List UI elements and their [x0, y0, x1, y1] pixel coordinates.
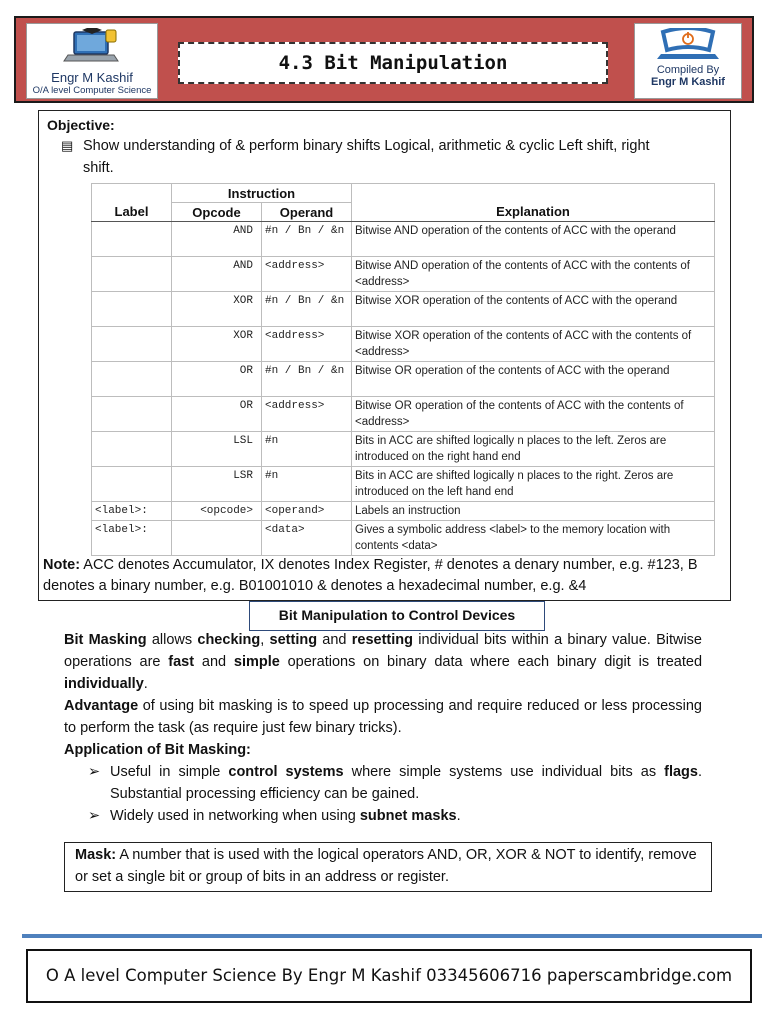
footer: O A level Computer Science By Engr M Kashif 03345606716 paperscambridge.com [26, 949, 752, 1003]
application-list [64, 761, 702, 827]
arrow-bullet-icon: ➢ [88, 764, 101, 780]
cell-operand: #n [262, 432, 352, 467]
cell-opcode: LSR [172, 467, 262, 502]
cell-explanation: Gives a symbolic address <label> to the memory location with contents <data> [352, 521, 715, 556]
cell-explanation: Bits in ACC are shifted logically n places to the left. Zeros are introduced on the right hand end [352, 432, 715, 467]
laptop-logo-icon [62, 28, 122, 66]
cell-operand: <address> [262, 257, 352, 292]
table-row [92, 362, 715, 397]
table-row [92, 521, 715, 556]
cell-label [92, 257, 172, 292]
text-span: operations on binary data where each binary digit is treated [279, 654, 703, 670]
footer-divider [22, 934, 762, 938]
cell-explanation: Labels an instruction [352, 502, 715, 521]
cell-operand: <operand> [262, 502, 352, 521]
cell-opcode: XOR [172, 292, 262, 327]
text-span: where simple systems use individual bits as [343, 764, 665, 780]
advantage-paragraph [64, 695, 702, 739]
cell-explanation: Bitwise XOR operation of the contents of ACC with the operand [352, 292, 715, 327]
page-title: 4.3 Bit Manipulation [178, 42, 608, 84]
right-logo-compiled-by: Compiled By [656, 64, 720, 76]
note-label: Note: [43, 557, 81, 573]
table-header-instruction: Instruction [172, 184, 352, 203]
cell-operand: #n / Bn / &n [262, 362, 352, 397]
cell-label [92, 467, 172, 502]
objective-heading: Objective: [47, 117, 115, 133]
mask-definition-box [64, 842, 712, 892]
term-setting: setting [269, 632, 318, 648]
term-bit-masking: Bit Masking [64, 632, 147, 648]
table-header-operand: Operand [262, 203, 352, 222]
cell-operand: <address> [262, 397, 352, 432]
cell-opcode: AND [172, 222, 262, 257]
application-heading [64, 739, 702, 761]
left-logo [26, 23, 158, 99]
cell-explanation: Bitwise OR operation of the contents of ACC with the operand [352, 362, 715, 397]
cell-opcode: XOR [172, 327, 262, 362]
table-row [92, 432, 715, 467]
cell-explanation: Bits in ACC are shifted logically n places to the right. Zeros are introduced on the left hand end [352, 467, 715, 502]
text-span: . [143, 676, 148, 692]
objective-text [61, 135, 711, 179]
objective-box [38, 110, 731, 601]
cell-label [92, 292, 172, 327]
term-fast: fast [168, 654, 195, 670]
application-heading-text: Application of Bit Masking: [64, 742, 251, 758]
table-header-label: Label [92, 203, 172, 222]
cell-opcode: <opcode> [172, 502, 262, 521]
section-body [64, 629, 702, 827]
text-span: Useful in simple [110, 764, 229, 780]
term-advantage: Advantage [64, 698, 139, 714]
table-row [92, 467, 715, 502]
table-row [92, 327, 715, 362]
cell-opcode: OR [172, 397, 262, 432]
cell-label [92, 432, 172, 467]
table-row [92, 397, 715, 432]
list-item [88, 761, 702, 805]
cell-opcode: AND [172, 257, 262, 292]
arrow-bullet-icon: ➢ [88, 808, 101, 824]
text-span: Widely used in networking when using [110, 808, 360, 824]
cell-opcode: LSL [172, 432, 262, 467]
term-checking: checking [197, 632, 261, 648]
list-item [88, 805, 702, 827]
table-header-blank [92, 184, 172, 203]
text-span: , [260, 632, 270, 648]
table-row [92, 222, 715, 257]
term-simple: simple [233, 654, 280, 670]
text-span: . [456, 808, 461, 824]
table-header-opcode: Opcode [172, 203, 262, 222]
text-span: of using bit masking is to speed up processing and require reduced or less processing to perform the task (as require just few binary tricks). [64, 698, 702, 736]
cell-label [92, 397, 172, 432]
note-text: ACC denotes Accumulator, IX denotes Index Register, # denotes a denary number, e.g. #123, B denotes a binary number, e.g. B01001010 & denotes a hexadecimal number, e.g. &4 [43, 557, 698, 594]
text-span: and [317, 632, 352, 648]
cell-label [92, 362, 172, 397]
cell-operand: #n [262, 467, 352, 502]
mask-text: A number that is used with the logical operators AND, OR, XOR & NOT to identify, remove or set a single bit or group of bits in an address or register. [75, 847, 697, 885]
term-control-systems: control systems [228, 764, 344, 780]
right-logo [634, 23, 742, 99]
cell-operand: #n / Bn / &n [262, 222, 352, 257]
left-logo-subtitle: O/A level Computer Science [32, 85, 152, 96]
cell-explanation: Bitwise OR operation of the contents of ACC with the contents of <address> [352, 397, 715, 432]
table-header-blank [352, 184, 715, 203]
term-resetting: resetting [351, 632, 413, 648]
right-logo-author: Engr M Kashif [651, 76, 725, 88]
cell-label [92, 327, 172, 362]
cell-operand: #n / Bn / &n [262, 292, 352, 327]
cell-explanation: Bitwise XOR operation of the contents of ACC with the contents of <address> [352, 327, 715, 362]
table-row [92, 502, 715, 521]
term-individually: individually [64, 676, 144, 692]
bit-masking-paragraph [64, 629, 702, 695]
mask-label: Mask: [75, 847, 117, 863]
text-span: and [194, 654, 234, 670]
term-flags: flags [664, 764, 698, 780]
section-heading: Bit Manipulation to Control Devices [249, 601, 545, 631]
computer-power-logo-icon [653, 28, 723, 60]
list-bullet-icon: ▤ [61, 138, 74, 153]
text-span: allows [146, 632, 198, 648]
objective-line: Show understanding of & perform binary shifts Logical, arithmetic & cyclic Left shift, right [83, 138, 650, 154]
cell-operand: <address> [262, 327, 352, 362]
table-row [92, 292, 715, 327]
table-header-explanation: Explanation [352, 203, 715, 222]
note-paragraph [43, 555, 729, 597]
cell-opcode: OR [172, 362, 262, 397]
header-band [14, 16, 754, 103]
cell-opcode [172, 521, 262, 556]
term-subnet-masks: subnet masks [359, 808, 457, 824]
left-logo-name: Engr M Kashif [51, 70, 133, 85]
cell-explanation: Bitwise AND operation of the contents of ACC with the operand [352, 222, 715, 257]
cell-label [92, 222, 172, 257]
cell-operand: <data> [262, 521, 352, 556]
text-span: individual bits within a binary value. Bitwise operations are [64, 632, 702, 670]
cell-explanation: Bitwise AND operation of the contents of ACC with the contents of <address> [352, 257, 715, 292]
instruction-table [91, 183, 715, 556]
table-row [92, 257, 715, 292]
objective-line-cont: shift. [83, 160, 114, 176]
cell-label: <label>: [92, 502, 172, 521]
cell-label: <label>: [92, 521, 172, 556]
text-span: . Substantial processing efficiency can be gained. [110, 764, 702, 802]
